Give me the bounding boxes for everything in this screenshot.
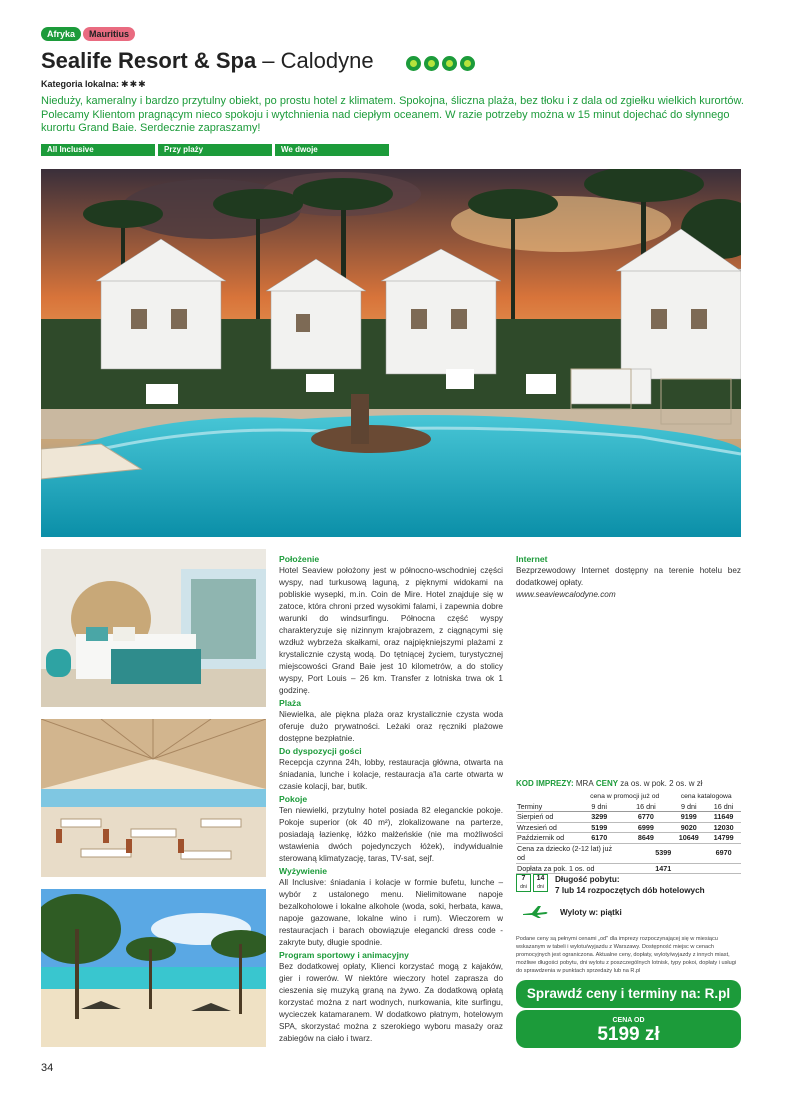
catalog-group-header: cena katalogowa <box>680 793 732 800</box>
price-note: za os. w pok. 2 os. w zł <box>620 779 703 788</box>
price-from-badge <box>516 1010 741 1048</box>
beach-heading: Plaża <box>279 698 301 708</box>
duration-header: 9 dni <box>578 802 620 812</box>
facilities-heading: Do dyspozycji gości <box>279 746 362 756</box>
sun-rating-icon <box>406 56 421 71</box>
table-row: Sierpień od 3299 6770 9199 11649 <box>516 812 741 823</box>
sport-text: Bez dodatkowej opłaty, Klienci korzystać mogą z kajaków, gier i rowerów. W niektóre wieczory hotel zaprasza do cieszenia się muzyką graną na żywo. Za dodatkową opłatą korzystać można z nart wodnych, nurkowania, kite surfingu, wycieczek katamaranem. W dodatkowo płatnym, hotelowym SPA, skorzystać można z szerokiego wyboru masaży oraz zabiegów na ciało i twarz. <box>279 962 503 1043</box>
duration-header: 9 dni <box>671 802 706 812</box>
stay-length-title: Długość pobytu: <box>555 875 620 884</box>
feature-for-two: We dwoje <box>275 144 389 156</box>
price-table <box>516 792 741 874</box>
dates-header: Terminy <box>516 802 578 812</box>
tag-africa[interactable]: Afryka <box>41 27 81 41</box>
price-table-block <box>516 779 741 874</box>
flight-days-text: Wyloty w: piątki <box>560 907 622 917</box>
feature-near-beach: Przy plaży <box>158 144 272 156</box>
page-number: 34 <box>41 1062 54 1074</box>
table-row: Wrzesień od 5199 6999 9020 12030 <box>516 822 741 833</box>
check-prices-button[interactable]: Sprawdź ceny i terminy na: R.pl <box>516 980 741 1008</box>
photo-room <box>41 549 266 707</box>
stay-length-text <box>555 874 705 896</box>
location-heading: Położenie <box>279 554 320 564</box>
photo-beach <box>41 889 266 1047</box>
description-column-1 <box>279 553 503 1045</box>
internet-heading: Internet <box>516 554 548 564</box>
rooms-heading: Pokoje <box>279 794 308 804</box>
trip-code-label: KOD IMPREZY: <box>516 779 574 788</box>
internet-text: Bezprzewodowy Internet dostępny na terenie hotelu bez dodatkowej opłaty. <box>516 566 741 587</box>
intro-text: Nieduży, kameralny i bardzo przytulny obiekt, po prostu hotel z klimatem. Spokojna, śliczna plaża, bez tłoku i z dala od zgiełku wielkich kurortów. Polecamy Klientom pragnącym nieco spokoju i wytchnienia nad ciepłym oceanem. W razie potrzeby można w 15 minut dojechać do słynnego kurortu Grand Baie. Serdecznie zapraszamy! <box>41 95 744 135</box>
local-category <box>41 79 147 90</box>
hero-photo-pool <box>41 169 741 537</box>
beach-text: Niewielka, ale piękna plaża oraz krystalicznie czysta woda oferuje dużo prywatności. Leżaki oraz ręczniki plażowe dostępne bezpłatnie. <box>279 710 503 743</box>
child-price-row: Cena za dziecko (2-12 lat) już od 5399 6970 <box>516 843 741 863</box>
duration-header: 16 dni <box>706 802 741 812</box>
sun-rating-icon <box>460 56 475 71</box>
stay-length <box>516 874 705 896</box>
hotel-website-link[interactable]: www.seaviewcalodyne.com <box>516 590 616 599</box>
calendar-14-days-icon: 14 dni <box>533 874 548 892</box>
sun-rating-icon <box>442 56 457 71</box>
rooms-text: Ten niewielki, przytulny hotel posiada 82 eleganckie pokoje. Pokoje superior (ok 40 m²), zlokalizowane na parterze, posiadają łazienkę, łóżko małżeńskie (nie ma możliwości wstawienia dwóch pojedynczych łóżek), indywidualnie sterowaną klimatyzację, taras, TV-sat, sejf. <box>279 806 503 863</box>
sport-heading: Program sportowy i animacyjny <box>279 950 409 960</box>
hotel-name: Sealife Resort & Spa <box>41 48 257 73</box>
region-tags <box>41 27 135 41</box>
sun-rating-icon <box>424 56 439 71</box>
trip-code-value: MRA <box>575 779 594 788</box>
single-supplement-row: Dopłata za pok. 1 os. od 1471 <box>516 863 741 874</box>
food-text: All Inclusive: śniadania i kolacje w formie bufetu, lunche – wybór z ustalonego menu. Nielimitowane napoje bezalkoholowe i lokalne alkohole (woda, soki, herbata, kawa, napoje gazowane, lokalne wino i rum). Wieczorem w restauracjach i barach obowiązuje elegancki dress code - zakryte buty, długie spodnie. <box>279 878 503 947</box>
facilities-text: Recepcja czynna 24h, lobby, restauracja główna, otwarta na śniadania, lunche i kolacje, restauracja a'la carte otwarta w czasie kolacji, bar, butik. <box>279 758 503 791</box>
flight-days <box>522 905 622 919</box>
duration-header: 16 dni <box>620 802 671 812</box>
price-from-amount: 5199 zł <box>597 1024 660 1045</box>
airplane-icon <box>522 905 550 919</box>
calendar-7-days-icon: 7 dni <box>516 874 531 892</box>
hotel-title <box>41 47 374 75</box>
tag-mauritius[interactable]: Mauritius <box>83 27 135 41</box>
location-text: Hotel Seaview położony jest w północno-wschodniej części wyspy, nad turkusową laguną, z pięknymi widokami na pobliskie wysepki, m.in. Coin de Mire. Hotel znajduje się w zatoce, która chroni przed wysokimi falami, i zapewnia dobre warunki do windsurfingu. Północna część wyspy charakteryzuje się nizinnym krajobrazem, z ciągnącymi się wzdłuż wybrzeża skałkami, oraz najpiękniejszymi plażami z krystalicznie czystą wodą. Do tętniącej życiem, turystycznej miejscowości Grand Baie jest 10 kilometrów, a do stolicy wyspy, Port Louis – 26 km. Transfer z lotniska trwa ok 1 godzinę. <box>279 566 503 695</box>
price-label: CENY <box>595 779 618 788</box>
promo-group-header: cena w promocji już od <box>590 793 660 800</box>
title-separator: – <box>256 48 281 73</box>
hotel-rating <box>406 56 475 71</box>
description-column-2 <box>516 553 741 601</box>
category-stars-icon: ✱✱✱ <box>121 79 147 89</box>
stay-length-value: 7 lub 14 rozpoczętych dób hotelowych <box>555 886 705 895</box>
photo-restaurant <box>41 719 266 877</box>
category-label: Kategoria lokalna: <box>41 79 120 89</box>
feature-bars <box>41 144 389 156</box>
food-heading: Wyżywienie <box>279 866 328 876</box>
pricing-disclaimer: Podane ceny są pełnymi cenami „od" dla imprezy rozpoczynającej się w miesiącu wskazanym w tabeli i wylotu/wyjazdu z Warszawy. Dostępność miejsc w cenach promocyjnych jest ograniczona. Aktualne ceny, dopłaty, wyloty/wyjazdy z innych miast, możliwe długości pobytu, dni wylotu z poszczególnych lotnisk, typy pokoi, dopłaty i usługi do sprawdzenia w punktach sprzedaży lub na R.pl <box>516 936 737 974</box>
trip-code <box>516 779 741 789</box>
feature-all-inclusive: All Inclusive <box>41 144 155 156</box>
price-from-label: CENA OD <box>612 1017 645 1024</box>
hotel-location: Calodyne <box>280 48 374 73</box>
table-row: Październik od 6170 8649 10649 14799 <box>516 833 741 844</box>
